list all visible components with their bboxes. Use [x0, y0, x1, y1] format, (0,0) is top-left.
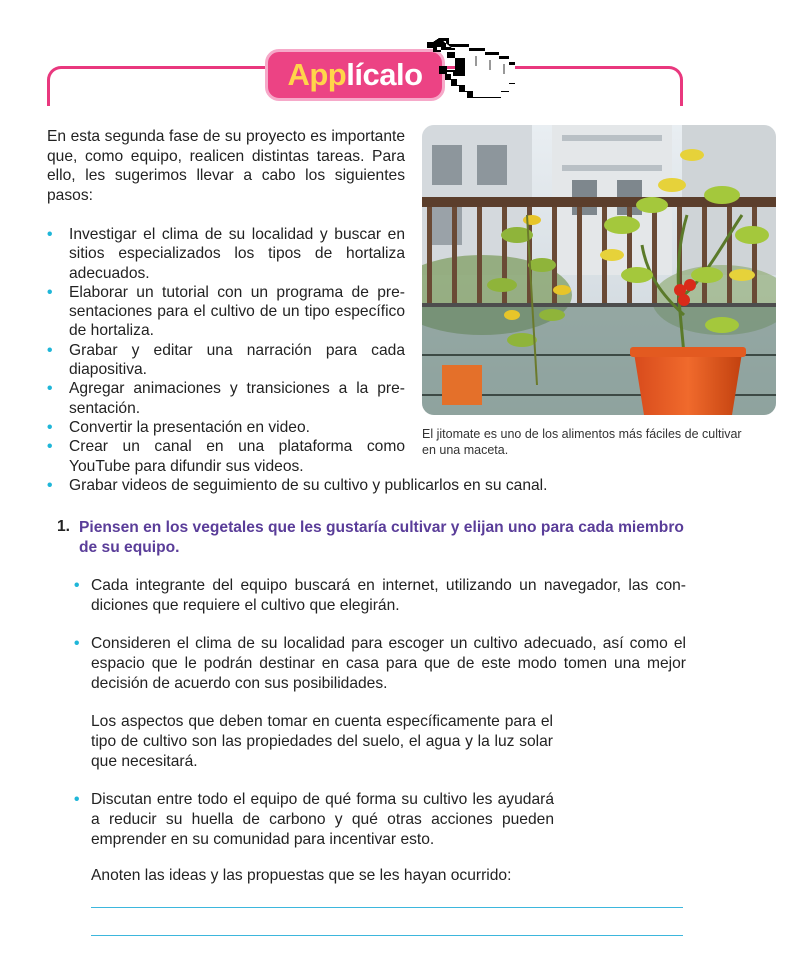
bullet-icon: •: [47, 438, 53, 456]
list-item: • Convertir la presentación en video.: [47, 418, 310, 436]
tomato-plant-photo: [422, 125, 776, 415]
list-item: • Crear un canal en una plataforma como YouTube para difundir sus videos.: [47, 438, 405, 475]
bullet-icon: •: [74, 791, 80, 808]
bullet-icon: •: [74, 577, 80, 594]
activity-item: • Discutan entre todo el equipo de qué forma su cultivo les ayudará a reducir su huella de carbono y qué otras acciones pueden emprender en su comunidad para incentivar esto.: [74, 791, 554, 848]
bullet-icon: •: [47, 418, 53, 436]
question-number: 1.: [57, 518, 71, 535]
activity-note: Los aspectos que deben tomar en cuenta específicamente para el tipo de cultivo son las propiedades del suelo, el agua y la luz solar que necesitará.: [91, 713, 553, 770]
bullet-icon: •: [47, 341, 53, 359]
answer-line[interactable]: [91, 907, 683, 908]
bullet-icon: •: [47, 476, 53, 494]
bullet-icon: •: [47, 283, 53, 301]
list-item: • Grabar videos de seguimiento de su cultivo y publicarlos en su canal.: [47, 476, 548, 494]
pointer-hand-icon: [425, 30, 535, 105]
activity-item: • Consideren el clima de su localidad para escoger un cultivo adecuado, así como el espacio que le podrán destinar en casa para que de este modo tomen una mejor decisión de acuerdo con sus posibilidades.: [74, 635, 686, 692]
list-item: • Agregar animaciones y transiciones a la presentación.: [47, 380, 405, 417]
question-text: Piensen en los vegetales que les gustaría cultivar y elijan uno para cada miembro de su equipo.: [79, 519, 684, 556]
bullet-icon: •: [74, 635, 80, 652]
steps-list: [47, 225, 548, 495]
section-title: Applícalo: [287, 57, 423, 92]
list-item: • Elaborar un tutorial con un programa de presentaciones para el cultivo de un tipo específico de hortaliza.: [47, 283, 405, 340]
list-item: • Investigar el clima de su localidad y buscar en sitios especializados los tipos de hortaliza adecuados.: [47, 226, 405, 282]
list-item: • Grabar y editar una narración para cada diapositiva.: [47, 341, 405, 379]
bullet-icon: •: [47, 380, 53, 398]
photo-caption: El jitomate es uno de los alimentos más fáciles de cultivar en una maceta.: [422, 427, 742, 457]
answer-line[interactable]: [91, 935, 683, 936]
bullet-icon: •: [47, 226, 53, 243]
section-banner: [265, 49, 445, 101]
activity-item: • Cada integrante del equipo buscará en internet, utilizando un navegador, las condiciones que requiere el cultivo que elegirán.: [74, 577, 686, 614]
intro-paragraph: En esta segunda fase de su proyecto es importante que, como equipo, realicen distintas tareas. Para ello, les sugerimos llevar a cabo los siguientes pasos:: [47, 128, 405, 204]
answer-prompt: Anoten las ideas y las propuestas que se les hayan ocurrido:: [91, 867, 512, 884]
